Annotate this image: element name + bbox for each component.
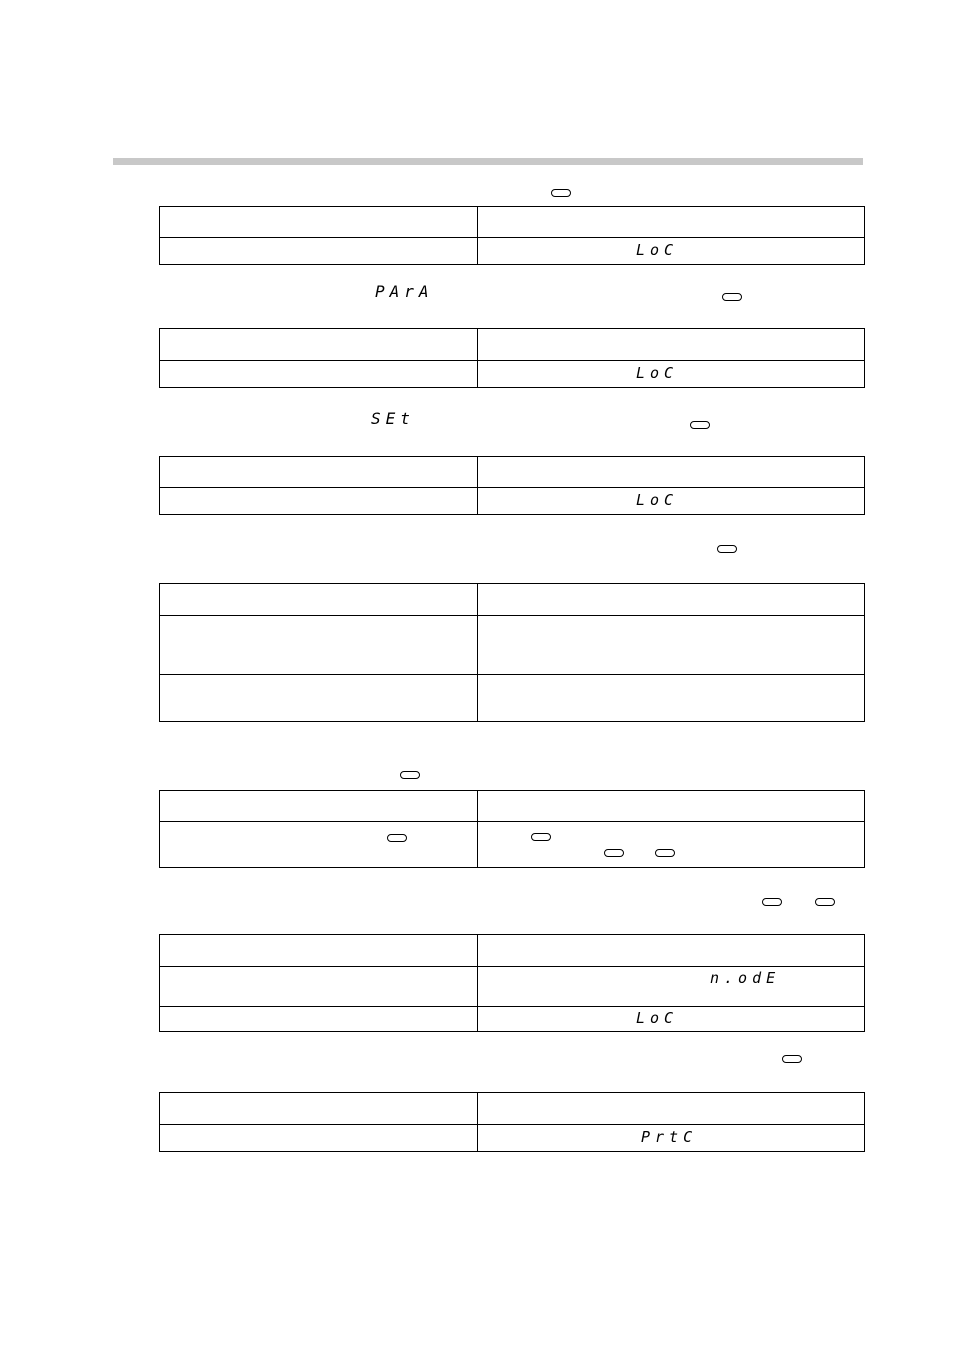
table-cell bbox=[478, 361, 865, 388]
settings-table-3 bbox=[159, 456, 865, 515]
table-cell bbox=[160, 584, 478, 616]
table-cell bbox=[478, 584, 865, 616]
key-icon bbox=[400, 771, 420, 779]
settings-table-5 bbox=[159, 790, 865, 868]
key-icon bbox=[782, 1055, 802, 1063]
key-icon bbox=[815, 898, 835, 906]
segment-display-loc: LoC bbox=[636, 491, 679, 509]
table-cell bbox=[478, 238, 865, 265]
segment-display-loc: LoC bbox=[636, 1009, 679, 1027]
table-cell bbox=[160, 935, 478, 967]
table-cell bbox=[160, 1125, 478, 1152]
table-cell bbox=[160, 488, 478, 515]
table-cell bbox=[478, 616, 865, 675]
section-rule bbox=[113, 158, 863, 165]
settings-table-6 bbox=[159, 934, 865, 1032]
table-cell bbox=[160, 1007, 478, 1032]
key-icon bbox=[387, 834, 407, 842]
table-cell bbox=[160, 616, 478, 675]
table-cell bbox=[478, 1093, 865, 1125]
key-icon bbox=[655, 849, 675, 857]
table-cell bbox=[160, 967, 478, 1007]
key-icon bbox=[604, 849, 624, 857]
settings-table-2 bbox=[159, 328, 865, 388]
table-cell bbox=[160, 361, 478, 388]
key-icon bbox=[762, 898, 782, 906]
table-cell bbox=[478, 967, 865, 1007]
table-cell bbox=[160, 1093, 478, 1125]
key-icon bbox=[722, 293, 742, 301]
table-cell bbox=[160, 457, 478, 488]
table-cell bbox=[160, 329, 478, 361]
table-cell bbox=[478, 1125, 865, 1152]
table-cell bbox=[478, 935, 865, 967]
settings-table-7 bbox=[159, 1092, 865, 1152]
segment-display-set: SEt bbox=[371, 409, 415, 428]
segment-display-loc: LoC bbox=[636, 241, 679, 259]
key-icon bbox=[690, 421, 710, 429]
table-cell bbox=[478, 207, 865, 238]
table-cell bbox=[160, 791, 478, 822]
key-icon bbox=[717, 545, 737, 553]
table-cell bbox=[478, 488, 865, 515]
table-cell bbox=[478, 675, 865, 722]
segment-display-loc: LoC bbox=[636, 364, 679, 382]
table-cell bbox=[478, 791, 865, 822]
key-icon bbox=[531, 833, 551, 841]
table-cell bbox=[160, 822, 478, 868]
segment-display-para: PArA bbox=[375, 282, 434, 301]
segment-display-prtc: PrtC bbox=[641, 1128, 698, 1146]
settings-table-1 bbox=[159, 206, 865, 265]
table-cell bbox=[478, 457, 865, 488]
table-cell bbox=[160, 207, 478, 238]
table-cell bbox=[160, 238, 478, 265]
settings-table-4 bbox=[159, 583, 865, 722]
table-cell bbox=[160, 675, 478, 722]
table-cell bbox=[478, 822, 865, 868]
table-cell bbox=[478, 329, 865, 361]
segment-display-mode: n.odE bbox=[710, 969, 781, 987]
key-icon bbox=[551, 189, 571, 197]
table-cell bbox=[478, 1007, 865, 1032]
